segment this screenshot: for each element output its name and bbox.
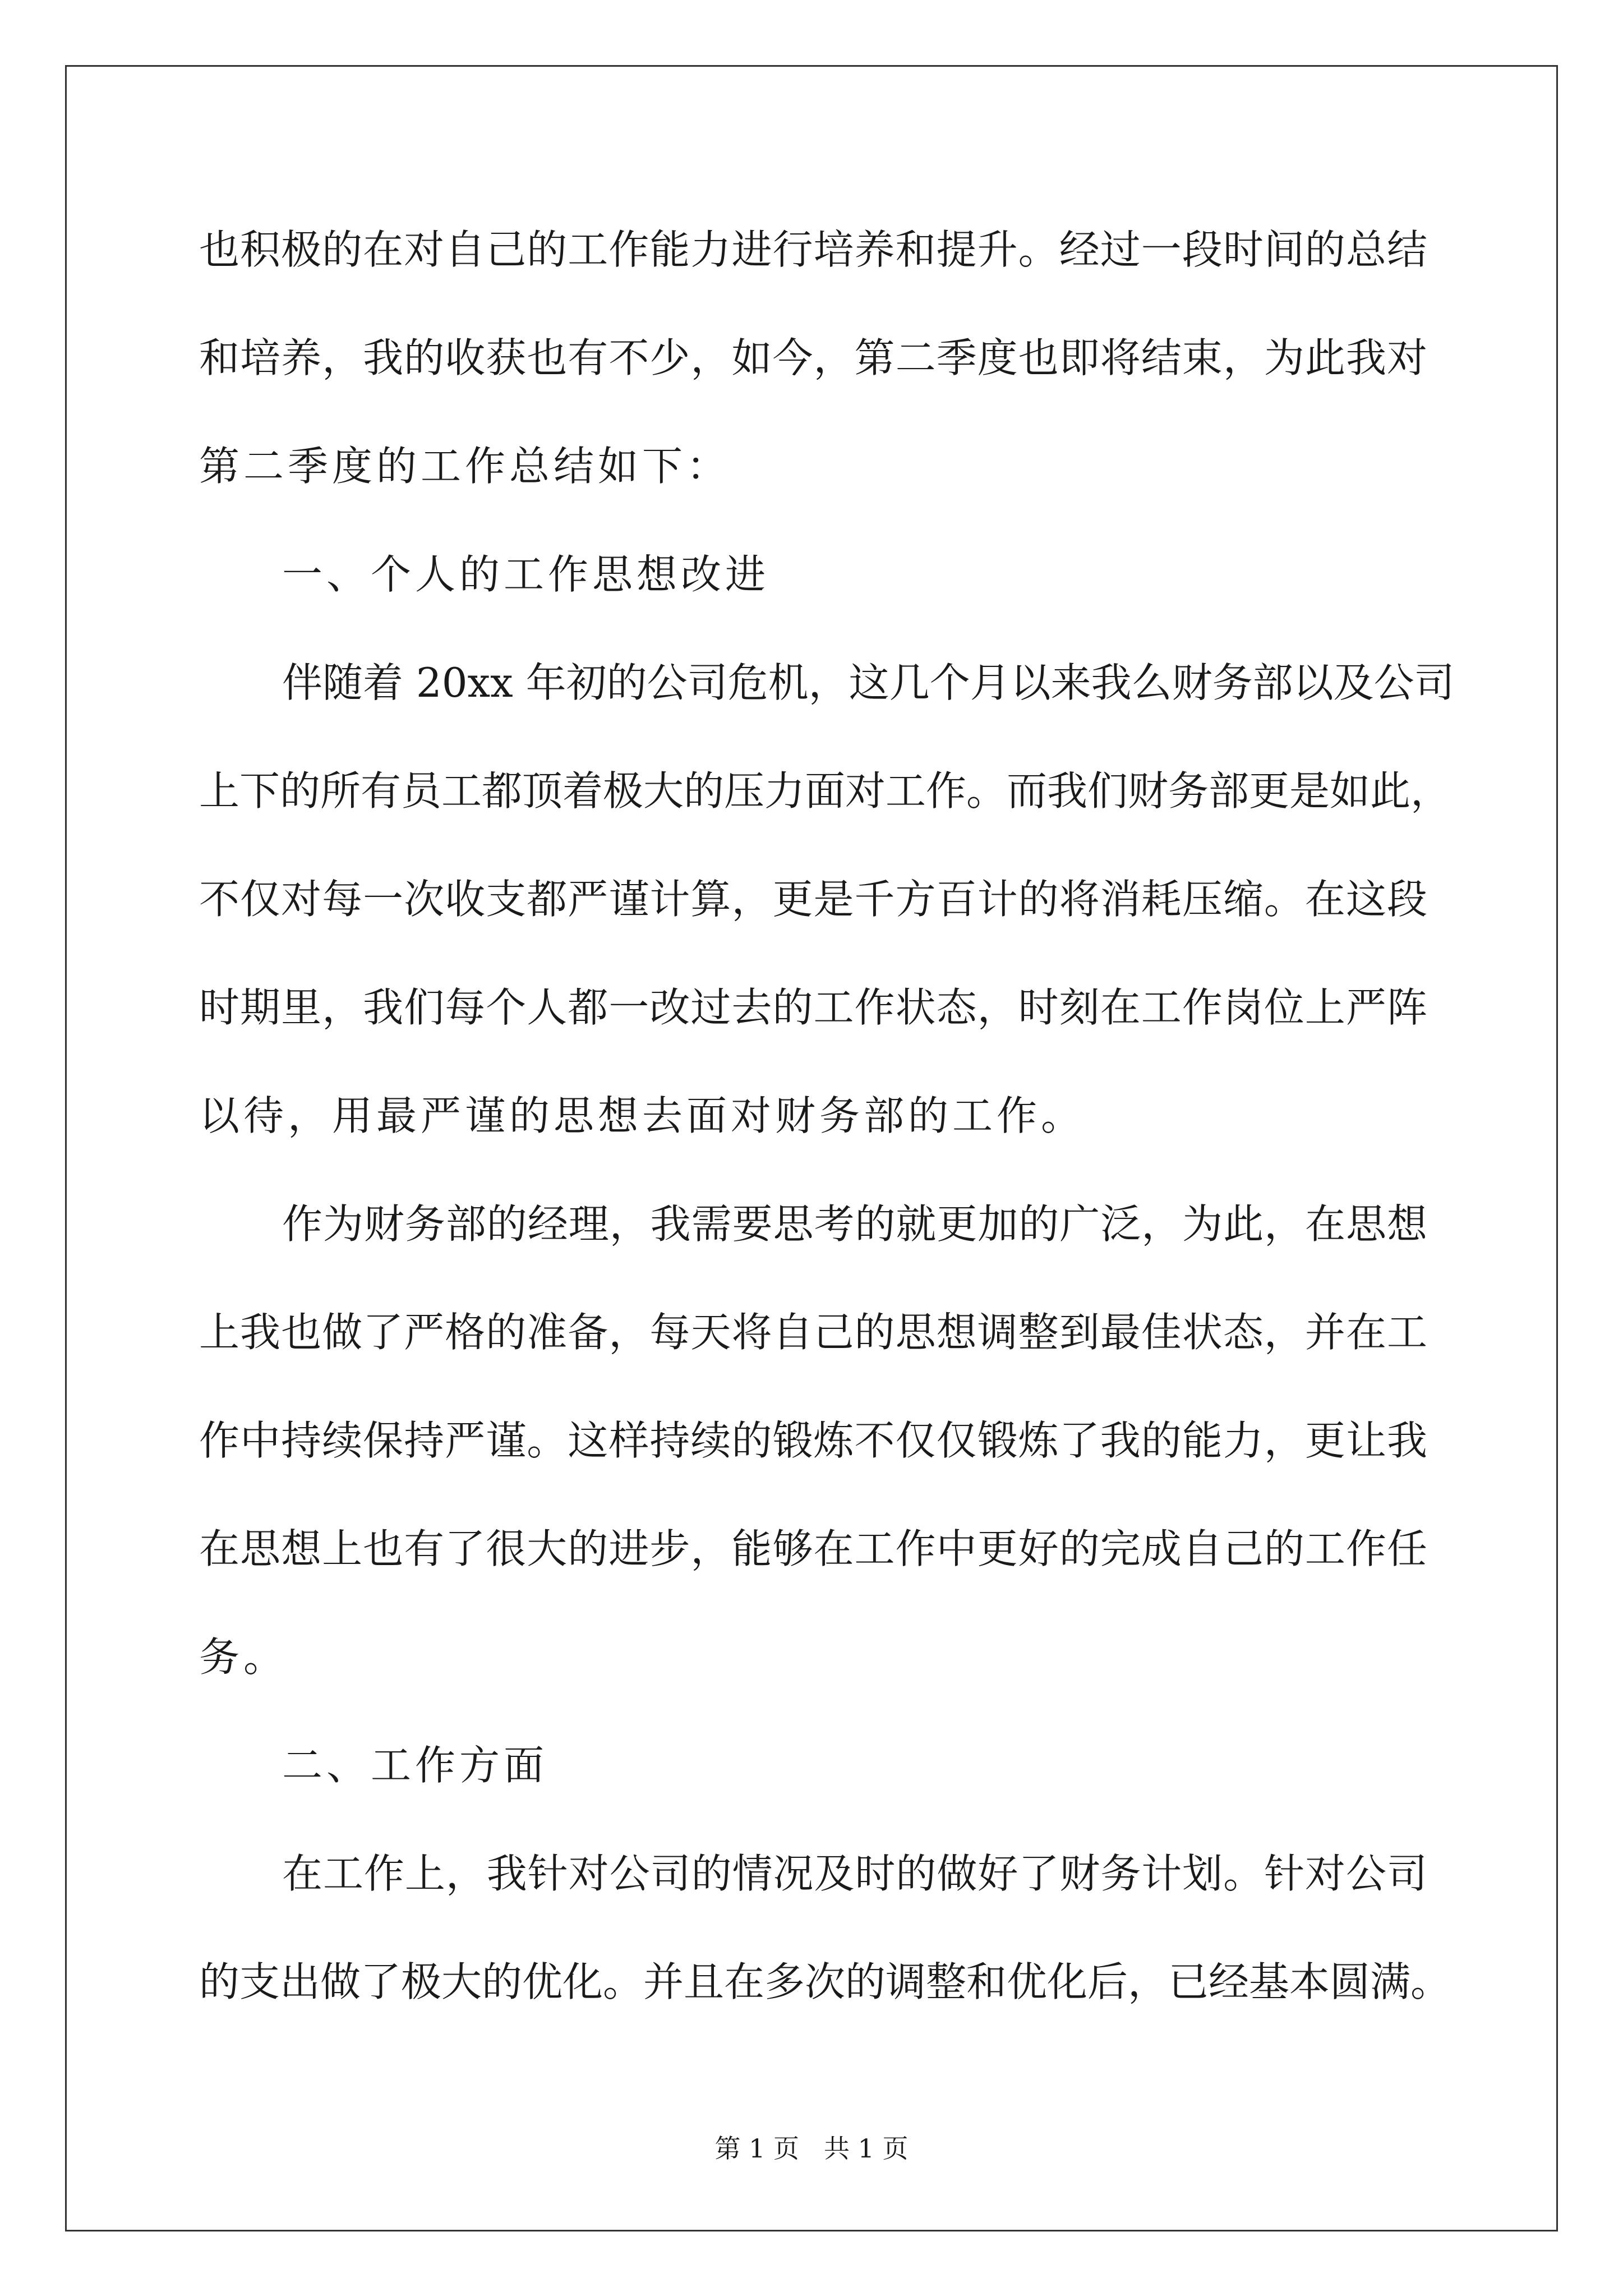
document-body — [199, 210, 1455, 2051]
text-line: 伴随着 20xx 年初的公司危机，这几个月以来我么财务部以及公司 — [282, 659, 1455, 706]
text-line: 以待，用最严谨的思想去面对财务部的工作。 — [199, 1092, 1086, 1139]
text-line: 也积极的在对自己的工作能力进行培养和提升。经过一段时间的总结 — [199, 226, 1427, 273]
text-line: 时期里，我们每个人都一改过去的工作状态，时刻在工作岗位上严阵 — [199, 984, 1427, 1031]
text-line: 作中持续保持严谨。这样持续的锻炼不仅仅锻炼了我的能力，更让我 — [199, 1417, 1427, 1464]
page-total: 共 1 页 — [824, 2133, 909, 2164]
text-line: 不仅对每一次收支都严谨计算，更是千方百计的将消耗压缩。在这段 — [199, 876, 1427, 923]
section-heading: 二、工作方面 — [282, 1742, 548, 1789]
text-line: 上我也做了严格的准备，每天将自己的思想调整到最佳状态，并在工 — [199, 1309, 1427, 1356]
page-footer — [0, 2132, 1623, 2165]
page-number: 第 1 页 — [714, 2133, 799, 2164]
text-line: 在思想上也有了很大的进步，能够在工作中更好的完成自己的工作任 — [199, 1525, 1427, 1572]
text-line: 第二季度的工作总结如下： — [199, 443, 731, 490]
text-line: 在工作上，我针对公司的情况及时的做好了财务计划。针对公司 — [282, 1850, 1427, 1897]
section-heading: 一、个人的工作思想改进 — [282, 551, 770, 598]
text-line: 上下的所有员工都顶着极大的压力面对工作。而我们财务部更是如此， — [199, 767, 1451, 815]
text-line: 作为财务部的经理，我需要思考的就更加的广泛，为此，在思想 — [282, 1200, 1427, 1248]
text-line: 和培养，我的收获也有不少，如今，第二季度也即将结束，为此我对 — [199, 334, 1427, 381]
text-line: 的支出做了极大的优化。并且在多次的调整和优化后，已经基本圆满。 — [199, 1958, 1451, 2005]
text-line: 务。 — [199, 1634, 288, 1681]
